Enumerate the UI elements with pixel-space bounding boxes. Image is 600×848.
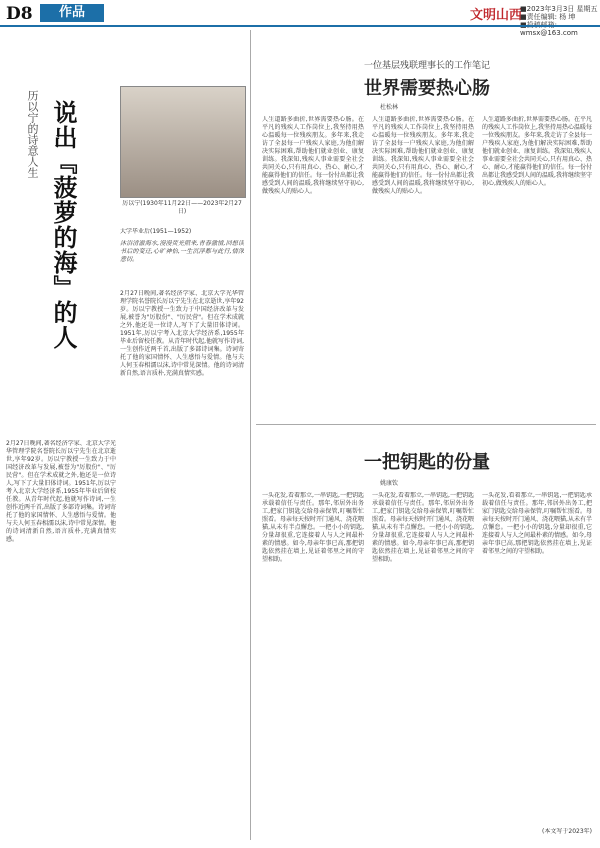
page-number: D8	[6, 4, 33, 24]
date-block	[520, 5, 598, 37]
masthead	[0, 0, 600, 37]
bottom-body-col3: 一头花发,看着那立,一串钥匙,一把钥匙承载着信任与责任。那年,邻居外出务工,把家门钥匙交给母亲保管,叮嘱帮忙照看。母亲每天按时开门通风、浇花喂猫,从未有半点懈怠。一把小小的钥匙,分量却很重,它连接着人与人之间最朴素的情感。如今,母亲年事已高,那把钥匙依然挂在墙上,见证着邻里之间的守望相助。	[482, 492, 592, 555]
header-rule	[0, 25, 600, 27]
editor-line: ■责任编辑: 杨 坤	[520, 13, 576, 21]
article-title: 说出『菠萝的海』的人	[49, 100, 78, 350]
bottom-body-col2: 一头花发,看着那立,一串钥匙,一把钥匙承载着信任与责任。那年,邻居外出务工,把家门钥匙交给母亲保管,叮嘱帮忙照看。母亲每天按时开门通风、浇花喂猫,从未有半点懈怠。一把小小的钥匙,分量却很重,它连接着人与人之间最朴素的情感。如今,母亲年事已高,那把钥匙依然挂在墙上,见证着邻里之间的守望相助。	[372, 492, 474, 563]
poem-intro: 大学毕业后(1951—1952)	[120, 228, 192, 235]
date-line: ■2023年3月3日 星期五	[520, 5, 598, 13]
top-byline: 杜松林	[380, 104, 399, 111]
poem-text: 沐浴清澈海水,漫漫荧光照来,青春激情,回想读书后的变迁,心旷神怡,一生沉浮都与此行,情深意切。	[120, 240, 244, 263]
article-body-col2: 2月27日晚间,著名经济学家、北京大学光华管理学院名誉院长厉以宁先生在北京逝世,享年92岁。厉以宁教授一生致力于中国经济改革与发展,被誉为"厉股份"、"厉民营"。但在学术成就之外,他还是一位诗人,写下了大量旧体诗词。1951年,厉以宁考入北京大学经济系,1955年毕业后留校任教。从青年时代起,他就写作诗词,一生创作近两千首,出版了多部诗词集。诗词寄托了他的家国情怀、人生感悟与爱情。他与夫人何玉春相濡以沫,诗中常见深情。他的诗词清新自然,语言质朴,充满真情实感。	[120, 290, 244, 377]
top-body-col3: 人生道路多曲折,世界需要热心肠。在平凡的残疾人工作岗位上,我坚持用热心温暖每一位残疾朋友。多年来,我走访了全县每一户残疾人家庭,为他们解决实际困难,帮助他们就业创业、康复训练。我深知,残疾人事业需要全社会共同关心,只有用真心、热心、耐心,才能赢得他们的信任。每一份付出都让我感受到人间的温暖,我将继续坚守初心,做残疾人的贴心人。	[482, 116, 592, 187]
photo-caption: 厉以宁(1930年11月22日——2023年2月27日)	[122, 200, 242, 215]
column-divider	[250, 30, 251, 840]
email-line: wmsx@163.com	[520, 29, 578, 37]
top-headline: 世界需要热心肠	[364, 78, 490, 99]
bottom-body-col1: 一头花发,看着那立,一串钥匙,一把钥匙承载着信任与责任。那年,邻居外出务工,把家门钥匙交给母亲保管,叮嘱帮忙照看。母亲每天按时开门通风、浇花喂猫,从未有半点懈怠。一把小小的钥匙,分量却很重,它连接着人与人之间最朴素的情感。如今,母亲年事已高,那把钥匙依然挂在墙上,见证着邻里之间的守望相助。	[262, 492, 364, 563]
section-label: 作品	[40, 4, 104, 22]
section-divider	[256, 424, 596, 425]
bottom-headline: 一把钥匙的份量	[364, 452, 490, 473]
top-kicker: 一位基层残联理事长的工作笔记	[363, 61, 490, 71]
top-body-col2: 人生道路多曲折,世界需要热心肠。在平凡的残疾人工作岗位上,我坚持用热心温暖每一位残疾朋友。多年来,我走访了全县每一户残疾人家庭,为他们解决实际困难,帮助他们就业创业、康复训练。我深知,残疾人事业需要全社会共同关心,只有用真心、热心、耐心,才能赢得他们的信任。每一份付出都让我感受到人间的温暖,我将继续坚守初心,做残疾人的贴心人。	[372, 116, 474, 195]
portrait-photo	[120, 86, 246, 198]
article-body-col1: 2月27日晚间,著名经济学家、北京大学光华管理学院名誉院长厉以宁先生在北京逝世,享年92岁。厉以宁教授一生致力于中国经济改革与发展,被誉为"厉股份"、"厉民营"。但在学术成就之外,他还是一位诗人,写下了大量旧体诗词。1951年,厉以宁考入北京大学经济系,1955年毕业后留校任教。从青年时代起,他就写作诗词,一生创作近两千首,出版了多部诗词集。诗词寄托了他的家国情怀、人生感悟与爱情。他与夫人何玉春相濡以沫,诗中常见深情。他的诗词清新自然,语言质朴,充满真情实感。	[6, 440, 116, 543]
article-subtitle: 历以宁的诗意人生	[26, 90, 39, 178]
bottom-byline: 姚康钦	[380, 480, 399, 487]
bottom-footer: (本文写于2023年)	[542, 828, 592, 835]
brand-logo: 文明山西	[470, 8, 523, 23]
top-body-col1: 人生道路多曲折,世界需要热心肠。在平凡的残疾人工作岗位上,我坚持用热心温暖每一位残疾朋友。多年来,我走访了全县每一户残疾人家庭,为他们解决实际困难,帮助他们就业创业、康复训练。我深知,残疾人事业需要全社会共同关心,只有用真心、热心、耐心,才能赢得他们的信任。每一份付出都让我感受到人间的温暖,我将继续坚守初心,做残疾人的贴心人。	[262, 116, 364, 195]
